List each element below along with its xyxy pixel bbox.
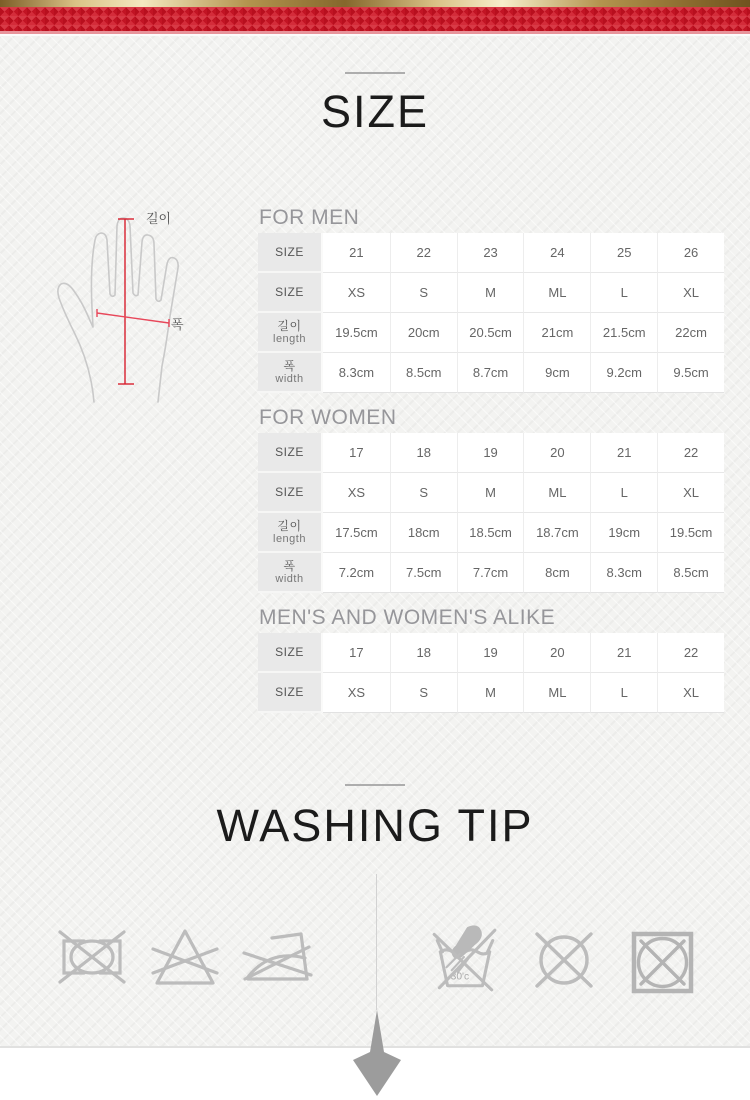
value-cell: M — [457, 473, 524, 513]
row-header-sublabel: width — [275, 572, 304, 585]
do-not-dryclean-icon — [528, 925, 600, 1000]
arrow-stem-line — [376, 874, 377, 1010]
row-header-cell — [258, 273, 323, 313]
table-row — [258, 313, 724, 353]
value-cell: S — [390, 673, 457, 713]
value-cell: 23 — [457, 233, 524, 273]
value-cell: XL — [657, 673, 724, 713]
value-cell: XL — [657, 273, 724, 313]
row-header-label: SIZE — [275, 445, 304, 459]
value-cell: 22 — [390, 233, 457, 273]
value-cell: 21 — [323, 233, 390, 273]
value-cell: 18cm — [390, 513, 457, 553]
table-heading: FOR MEN — [259, 206, 360, 229]
value-cell: 17.5cm — [323, 513, 390, 553]
value-cell: 22cm — [657, 313, 724, 353]
row-header-label: SIZE — [275, 245, 304, 259]
hand-outline-path — [58, 218, 178, 402]
value-cell: 24 — [523, 233, 590, 273]
value-cell: XS — [323, 473, 390, 513]
value-cell: 9.2cm — [590, 353, 657, 393]
value-cell: S — [390, 473, 457, 513]
value-cell: 8.5cm — [390, 353, 457, 393]
value-cell: 7.7cm — [457, 553, 524, 593]
value-cell: XS — [323, 273, 390, 313]
do-not-iron-icon — [240, 921, 316, 998]
value-cell: 8.7cm — [457, 353, 524, 393]
table-heading: FOR WOMEN — [259, 406, 397, 429]
row-header-sublabel: length — [273, 532, 306, 545]
value-cell: 8.3cm — [323, 353, 390, 393]
row-header-cell — [258, 233, 323, 273]
value-cell: ML — [523, 673, 590, 713]
row-header-cell — [258, 553, 323, 593]
value-cell: XL — [657, 473, 724, 513]
row-header-label: SIZE — [275, 285, 304, 299]
table-row — [258, 513, 724, 553]
value-cell: 25 — [590, 233, 657, 273]
row-header-cell — [258, 673, 323, 713]
value-cell: 21 — [590, 433, 657, 473]
do-not-wring-icon — [55, 922, 129, 997]
table-row — [258, 273, 724, 313]
table-row — [258, 553, 724, 593]
value-cell: 8cm — [523, 553, 590, 593]
table-row — [258, 473, 724, 513]
washing-title-divider — [345, 784, 405, 786]
size-table — [258, 633, 724, 713]
row-header-label: 폭 — [283, 558, 296, 573]
value-cell: 18.7cm — [523, 513, 590, 553]
size-title-divider — [345, 72, 405, 74]
do-not-tumble-dry-icon — [626, 927, 698, 1002]
value-cell: 21.5cm — [590, 313, 657, 353]
row-header-cell — [258, 353, 323, 393]
table-row — [258, 353, 724, 393]
value-cell: 20 — [523, 433, 590, 473]
value-cell: 9.5cm — [657, 353, 724, 393]
do-not-handwash-icon — [429, 920, 501, 1001]
hand-width-label: 폭 — [171, 317, 184, 332]
wash-temp-label: 30'c — [450, 971, 470, 983]
row-header-cell — [258, 513, 323, 553]
value-cell: 19.5cm — [323, 313, 390, 353]
value-cell: S — [390, 273, 457, 313]
value-cell: 19 — [457, 633, 524, 673]
width-measure-line — [97, 309, 169, 327]
gold-top-bar — [0, 0, 750, 7]
value-cell: 8.5cm — [657, 553, 724, 593]
row-header-label: 폭 — [283, 358, 296, 373]
value-cell: 22 — [657, 433, 724, 473]
hand-outline-drawing — [46, 196, 211, 408]
value-cell: L — [590, 273, 657, 313]
value-cell: 8.3cm — [590, 553, 657, 593]
row-header-label: 길이 — [277, 318, 302, 333]
value-cell: 7.2cm — [323, 553, 390, 593]
table-row — [258, 433, 724, 473]
length-measure-line — [118, 219, 134, 384]
do-not-bleach-icon — [148, 922, 222, 997]
washing-section-title: WASHING TIP — [216, 800, 534, 851]
value-cell: 17 — [323, 433, 390, 473]
table-row — [258, 673, 724, 713]
value-cell: 19cm — [590, 513, 657, 553]
value-cell: L — [590, 473, 657, 513]
table-heading: MEN'S AND WOMEN'S ALIKE — [259, 606, 556, 629]
value-cell: 18.5cm — [457, 513, 524, 553]
value-cell: 19 — [457, 433, 524, 473]
size-table — [258, 433, 724, 593]
value-cell: 19.5cm — [657, 513, 724, 553]
value-cell: XS — [323, 673, 390, 713]
value-cell: ML — [523, 273, 590, 313]
table-row — [258, 233, 724, 273]
row-header-cell — [258, 313, 323, 353]
table-row — [258, 633, 724, 673]
value-cell: 21cm — [523, 313, 590, 353]
value-cell: 20cm — [390, 313, 457, 353]
value-cell: ML — [523, 473, 590, 513]
row-header-sublabel: width — [275, 372, 304, 385]
value-cell: 21 — [590, 633, 657, 673]
size-section-title: SIZE — [320, 86, 430, 137]
hand-length-label: 길이 — [146, 211, 172, 226]
value-cell: 20 — [523, 633, 590, 673]
value-cell: 22 — [657, 633, 724, 673]
size-table — [258, 233, 724, 393]
value-cell: 26 — [657, 233, 724, 273]
row-header-label: SIZE — [275, 485, 304, 499]
value-cell: 9cm — [523, 353, 590, 393]
row-header-label: SIZE — [275, 645, 304, 659]
row-header-label: SIZE — [275, 685, 304, 699]
row-header-sublabel: length — [273, 332, 306, 345]
value-cell: M — [457, 273, 524, 313]
row-header-cell — [258, 473, 323, 513]
row-header-cell — [258, 433, 323, 473]
row-header-label: 길이 — [277, 518, 302, 533]
value-cell: M — [457, 673, 524, 713]
value-cell: 7.5cm — [390, 553, 457, 593]
red-pattern-band — [0, 7, 750, 31]
size-tables — [258, 204, 724, 713]
scroll-down-arrow-icon — [339, 1008, 415, 1100]
value-cell: 18 — [390, 633, 457, 673]
value-cell: 17 — [323, 633, 390, 673]
value-cell: L — [590, 673, 657, 713]
value-cell: 18 — [390, 433, 457, 473]
hand-measure-diagram — [46, 196, 211, 408]
row-header-cell — [258, 633, 323, 673]
value-cell: 20.5cm — [457, 313, 524, 353]
